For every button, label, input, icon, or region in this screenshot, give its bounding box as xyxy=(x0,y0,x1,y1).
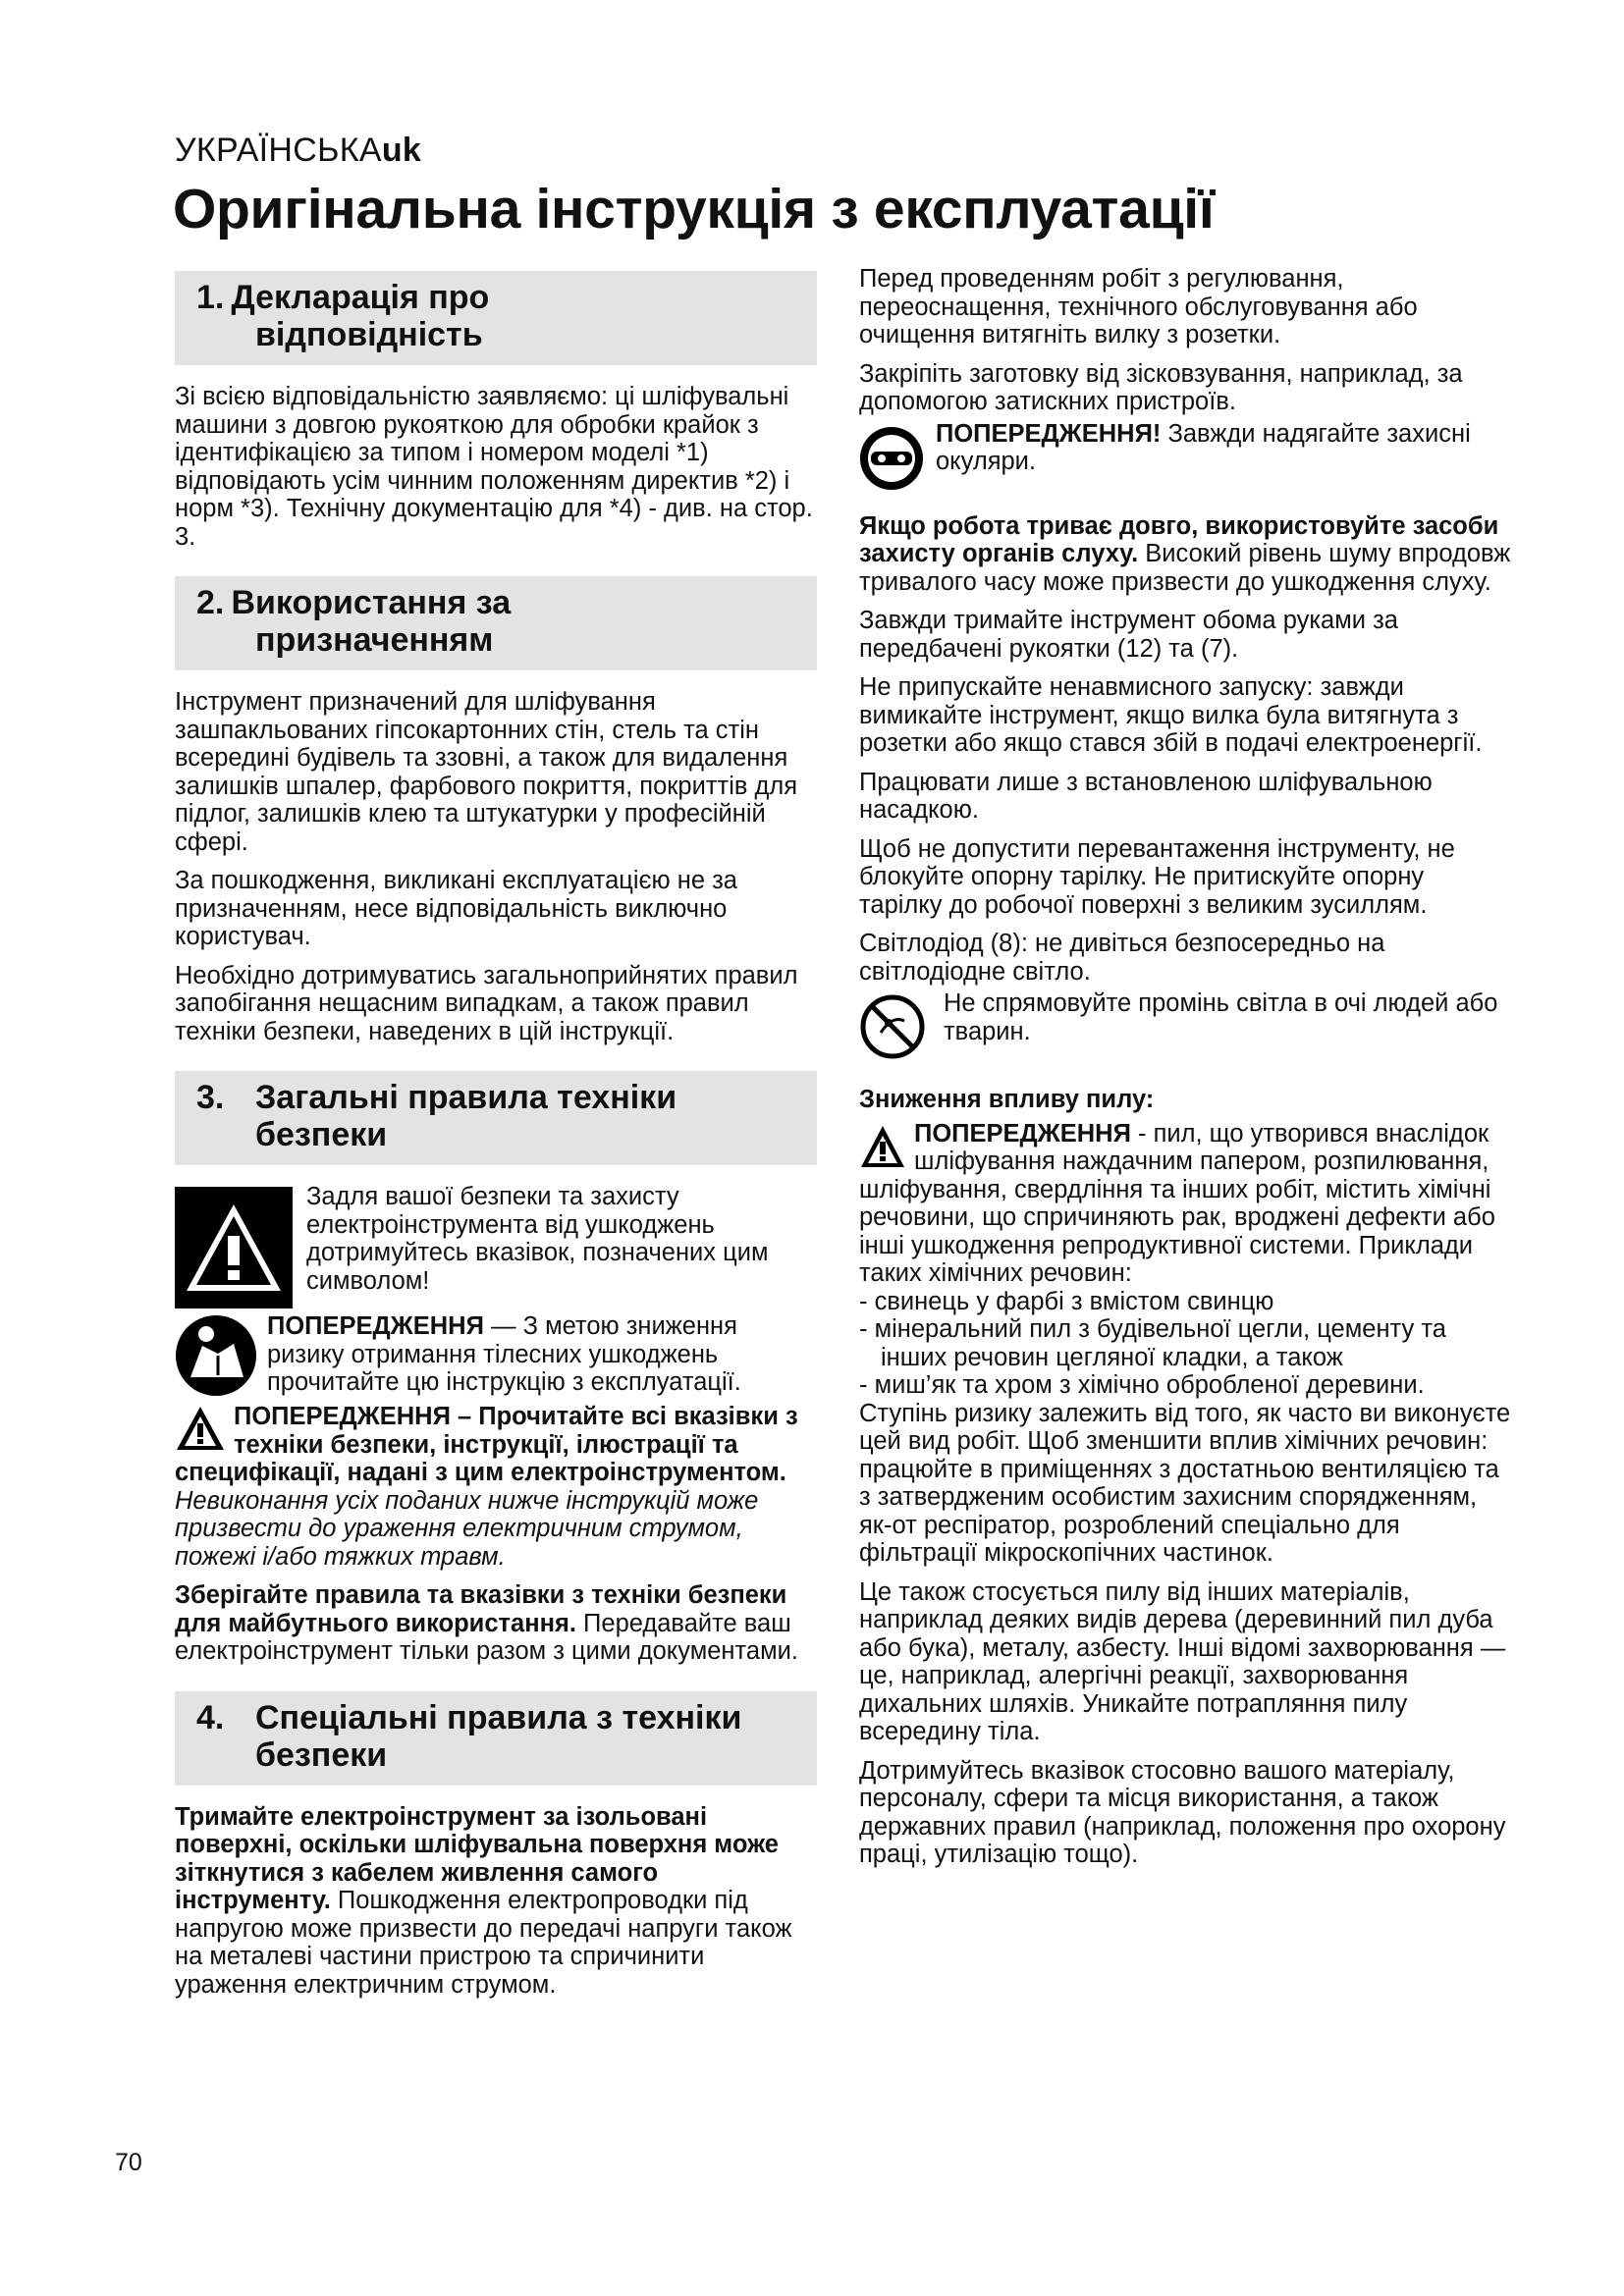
dust-heading: Зниження впливу пилу: xyxy=(859,1086,1155,1113)
keep-instructions-text: Зберігайте правила та вказівки з техніки безпеки для майбутнього використання. Передавайте ваш електроінструмент тільки разом з цими документами. xyxy=(175,1581,798,1665)
other-materials-text: Це також стосується пилу від інших матеріалів, наприклад деяких видів дерева (деревинний пил дуба або бука), металу, азбесту. Інші відомі захворювання — це, наприклад, алергічні реакції, захворювання дихальних шляхів. Уникайте потрапляння пилу всередину тіла. xyxy=(859,1577,1506,1745)
section-2-heading: 2. Використання за призначенням xyxy=(175,576,817,670)
safety-goggles-icon xyxy=(859,426,924,491)
secure-workpiece-text: Закріпіть заготовку від зісковзування, наприклад, за допомогою затискних пристроїв. xyxy=(859,359,1463,415)
follow-regulations-text: Дотримуйтесь вказівок стосовно вашого матеріалу, персоналу, сфери та місця використання, а також державних правил (наприклад, положення про охорону праці, утилізацію тощо). xyxy=(859,1756,1506,1868)
no-laser-beam-icon xyxy=(859,993,926,1060)
section-1-heading: 1. Декларація про відповідність xyxy=(175,271,817,365)
declaration-text: Зі всією відповідальністю заявляємо: ці шліфувальні машини з довгою рукояткою для обробки крайок з ідентифікацією за типом і номером моделі *1) відповідають усім чинним положенням директив *2) і норм *3). Технічну документацію для *4) - див. на стор. 3. xyxy=(175,383,813,551)
read-manual-warning: ПОПЕРЕДЖЕННЯ — З метою зниження ризику отримання тілесних ушкоджень прочитайте цю інструкцію з експлуатації. xyxy=(267,1312,741,1396)
left-column xyxy=(175,271,817,2009)
misuse-liability-text: За пошкодження, викликані експлуатацією не за призначенням, несе відповідальність виключно користувач. xyxy=(175,867,737,950)
section-4-heading: 4. Спеціальні правила з техніки безпеки xyxy=(175,1691,817,1786)
intended-use-text: Інструмент призначений для шліфування зашпакльованих гіпсокартонних стін, стель та стін всередині будівель та ззовні, а також для видалення залишків шпалер, фарбового покриття, покриттів для підлог, залишків клею та штукатурки у професійній сфері. xyxy=(175,688,798,856)
warning-triangle-icon xyxy=(175,1187,293,1308)
list-item: - мінеральний пил з будівельної цегли, цементу та інших речовин цегляної кладки, а також xyxy=(859,1315,1446,1371)
chemical-list xyxy=(859,1288,1512,1400)
unplug-text: Перед проведенням робіт з регулювання, переоснащення, технічного обслуговування або очищення витягніть вилку з розетки. xyxy=(859,265,1418,348)
dust-warning: ПОПЕРЕДЖЕННЯ - пил, що утворився внаслідок шліфування наждачним папером, розпилювання, шліфування, свердління та інших робіт, містить хімічні речовини, що спричиняють рак, вроджені дефекти або інші ушкодження репродуктивної системи. Приклади таких хімічних речовин: xyxy=(859,1119,1495,1287)
led-text: Світлодіод (8): не дивіться безпосередньо на світлодіодне світло. xyxy=(859,930,1385,986)
risk-degree-text: Ступінь ризику залежить від того, як часто ви виконуєте цей вид робіт. Щоб зменшити вплив хімічних речовин: працюйте в приміщеннях з достатньою вентиляцією та з затвердженим особистим захисним спорядженням, як-от респіратор, розроблений спеціально для фільтрації мікроскопічних частинок. xyxy=(859,1399,1511,1567)
sanding-attachment-text: Працювати лише з встановленою шліфувальною насадкою. xyxy=(859,768,1433,824)
goggles-warning: ПОПЕРЕДЖЕННЯ! Завжди надягайте захисні окуляри. xyxy=(936,419,1471,475)
right-column xyxy=(859,265,1512,1880)
hearing-protection-text: Якщо робота триває довго, використовуйте засоби захисту органів слуху. Високий рівень шуму впродовж тривалого часу може призвести до ушкодження слуху. xyxy=(859,511,1511,596)
read-all-warning: ПОПЕРЕДЖЕННЯ – Прочитайте всі вказівки з техніки безпеки, інструкції, ілюстрації та специфікації, надані з цим електроінструментом. Невиконання усіх поданих нижче інструкцій може призвести до ураження електричним струмом, пожежі і/або тяжких травм. xyxy=(175,1403,798,1571)
insulated-surfaces-text: Тримайте електроінструмент за ізольовані поверхні, оскільки шліфувальна поверхня може зіткнутися з кабелем живлення самого інструменту. Пошкодження електропроводки під напругою може призвести до передачі напруги також на металеві частини пристрою та спричинити ураження електричним струмом. xyxy=(175,1802,792,1999)
list-item: - свинець у фарбі з вмістом свинцю xyxy=(859,1287,1274,1315)
accident-rules-text: Необхідно дотримуватись загальноприйнятих правил запобігання нещасним випадкам, а також правил техніки безпеки, наведених в цій інструкції. xyxy=(175,961,798,1045)
overload-text: Щоб не допустити перевантаження інструменту, не блокуйте опорну тарілку. Не притискуйте опорну тарілку до робочої поверхні з великим зусиллям. xyxy=(859,834,1455,919)
language-label: УКРАЇНСЬКАuk xyxy=(175,132,422,169)
language-code: uk xyxy=(381,132,422,169)
warning-icon xyxy=(175,1405,226,1452)
safety-symbol-text: Задля вашої безпеки та захисту електроінструмента від ушкоджень дотримуйтесь вказівок, позначених цим символом! xyxy=(306,1183,769,1295)
page-number: 70 xyxy=(115,2149,142,2176)
warning-icon xyxy=(859,1124,906,1169)
list-item: - миш’як та хром з хімічно обробленої деревини. xyxy=(859,1371,1425,1399)
beam-warning: Не спрямовуйте промінь світла в очі людей або тварин. xyxy=(944,989,1498,1045)
two-hands-text: Завжди тримайте інструмент обома руками за передбачені рукоятки (12) та (7). xyxy=(859,607,1398,663)
unintended-start-text: Не припускайте ненавмисного запуску: завжди вимикайте інструмент, якщо вилка була витягнута з розетки або якщо стався збій в подачі електроенергії. xyxy=(859,673,1483,757)
read-manual-icon xyxy=(175,1314,257,1397)
section-3-heading: 3. Загальні правила техніки безпеки xyxy=(175,1071,817,1165)
page-title: Оригінальна інструкція з експлуатації xyxy=(173,178,1215,240)
